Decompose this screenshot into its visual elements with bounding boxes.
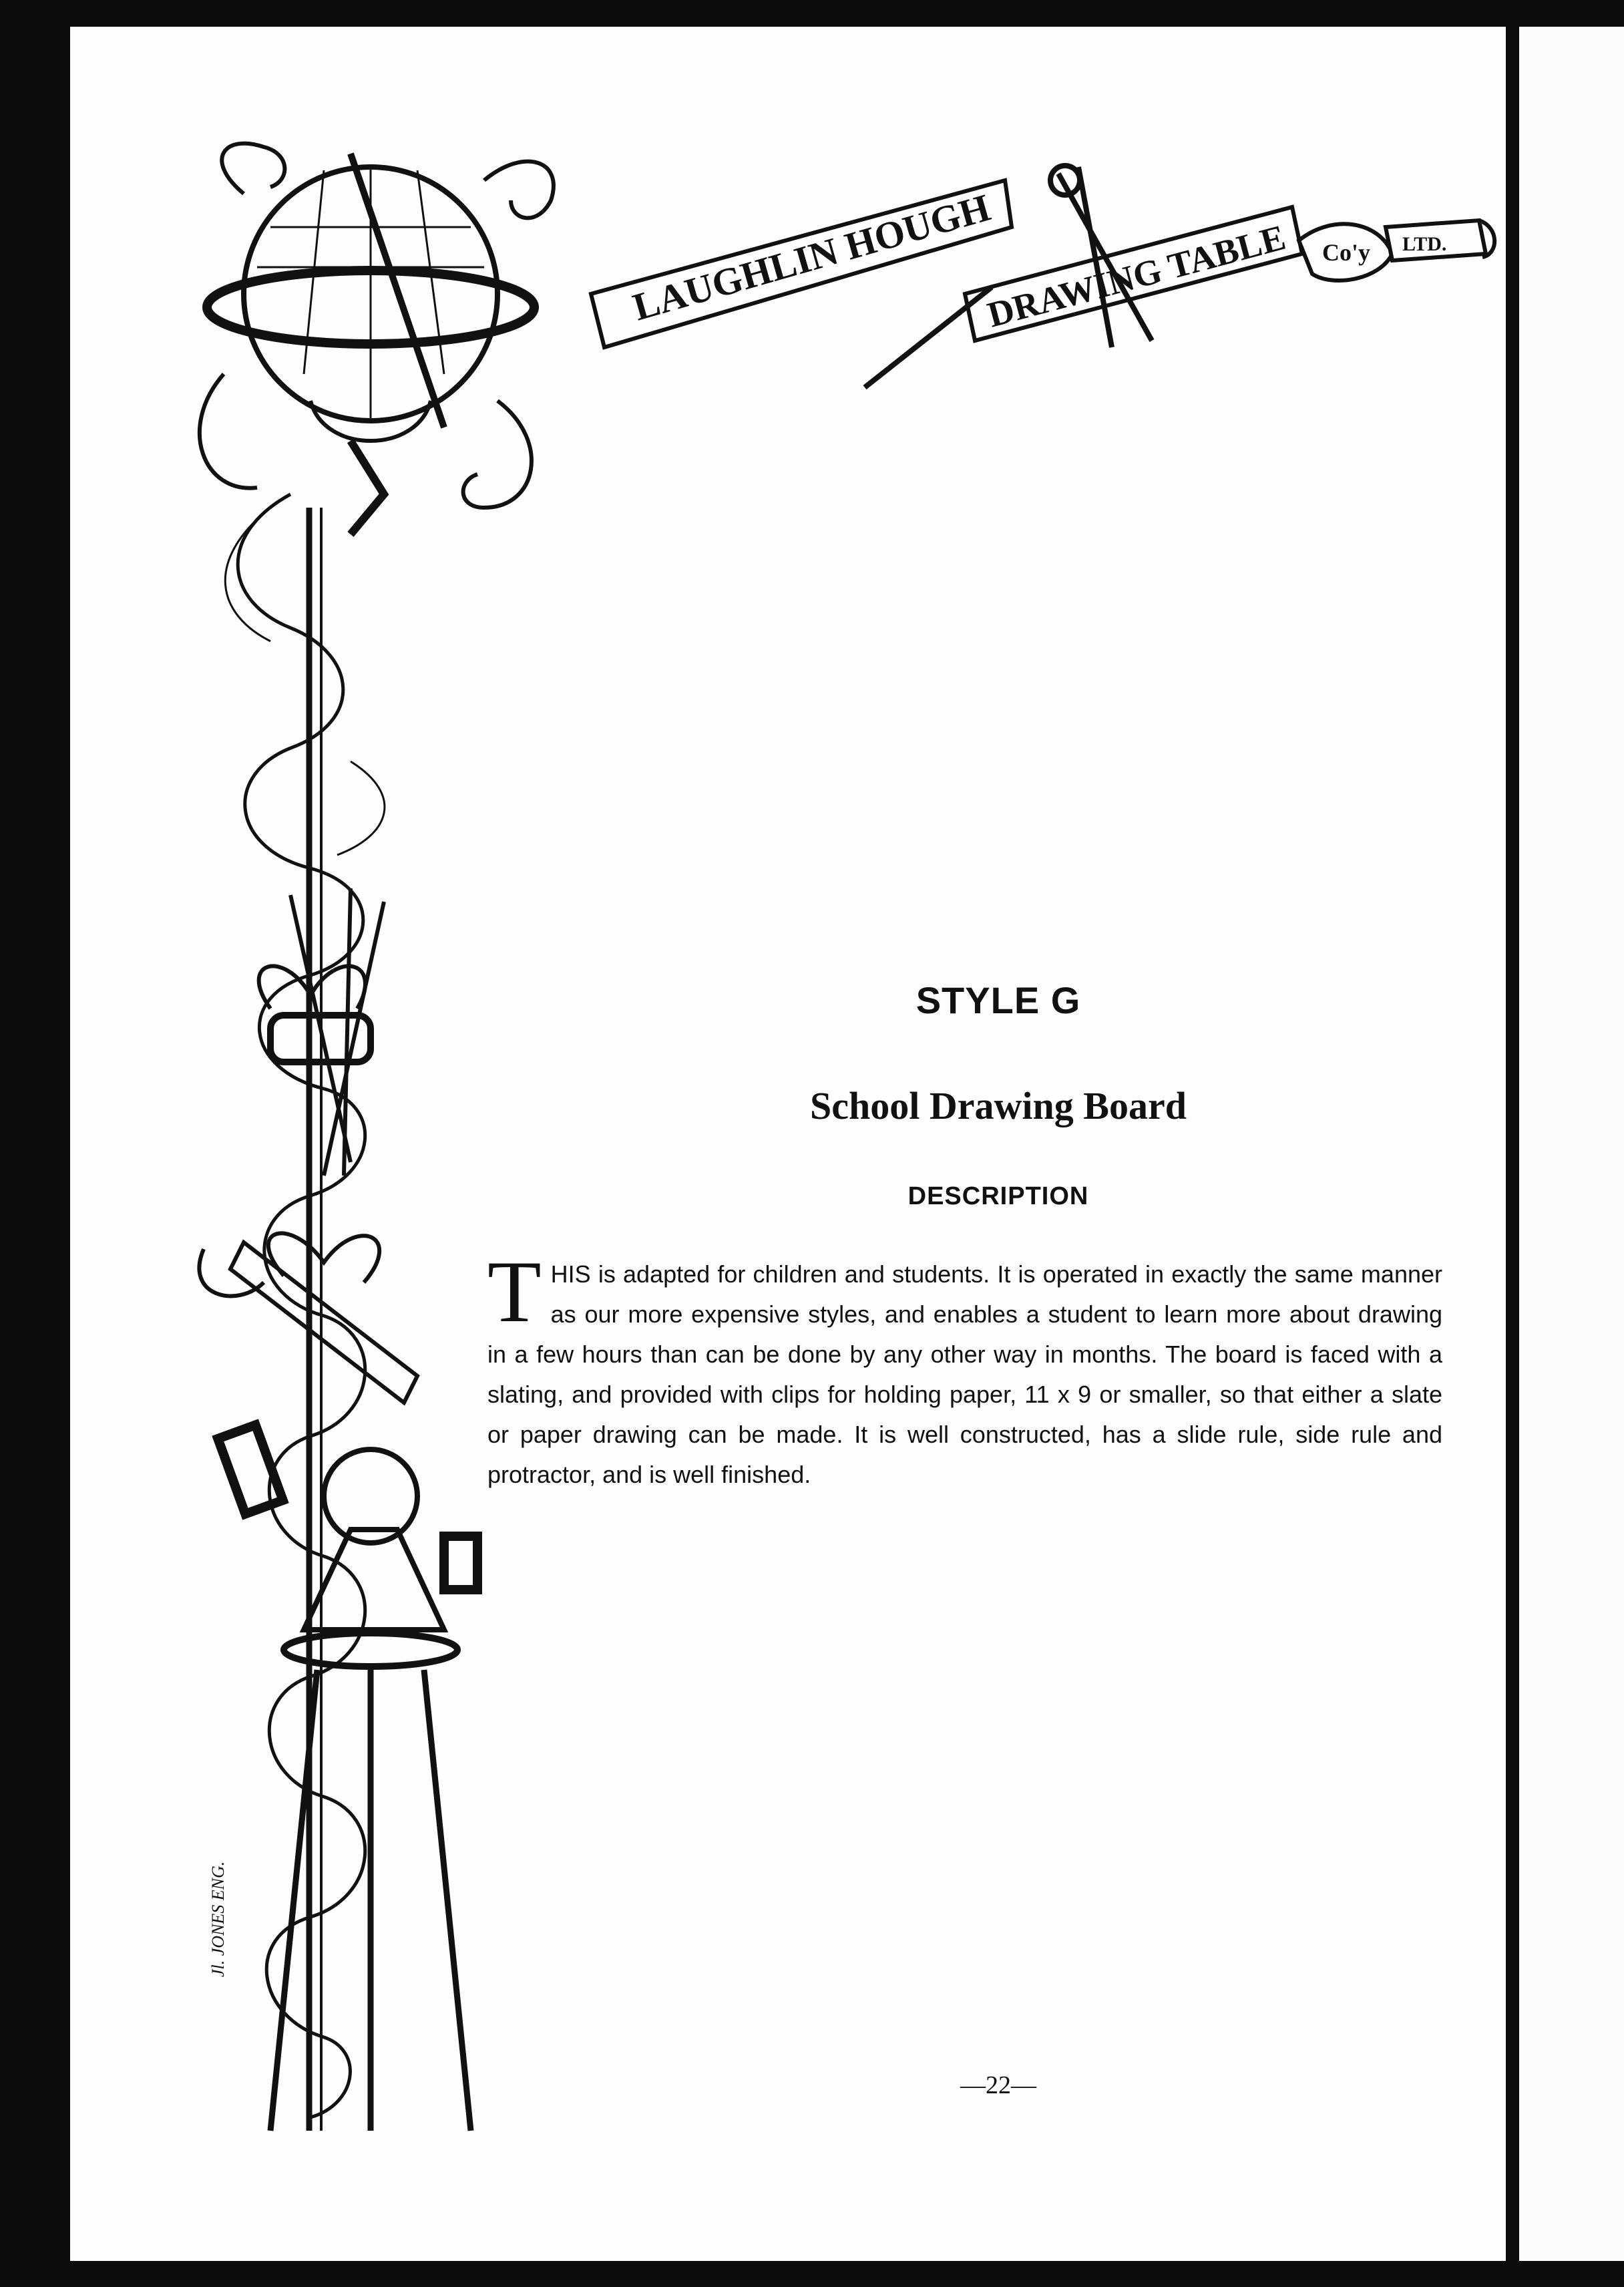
- drafting-staff: [309, 508, 321, 2131]
- banner-line1: LAUGHLIN HOUGH: [628, 185, 995, 329]
- page-number: —22—: [960, 2071, 1036, 2099]
- theodolite-icon: [218, 1425, 477, 2131]
- description-paragraph: [487, 1242, 1442, 1495]
- ornamental-border-illustration: [70, 27, 1506, 2261]
- engraver-signature: Jl. JONES ENG.: [208, 1861, 228, 1977]
- banner-ltd: LTD.: [1402, 233, 1447, 255]
- globe-icon: [207, 154, 534, 534]
- catalog-page: [70, 27, 1506, 2261]
- adjacent-page-edge: [1519, 27, 1624, 2261]
- product-subtitle: School Drawing Board: [810, 1084, 1187, 1127]
- banner-line2: DRAWING TABLE: [983, 216, 1290, 335]
- style-title: STYLE G: [916, 979, 1081, 1021]
- drop-cap: T: [487, 1242, 542, 1341]
- ribbon-swirl: [238, 494, 365, 2117]
- description-text: HIS is adapted for children and students. It is operated in exactly the same manner as our more expensive styles, and enables a student to learn more about drawing in a few hours than can be done by any other way in months. The board is faced with a slating, and provided with clips for holding paper, 11 x 9 or smaller, so that either a slate or paper drawing can be made. It is well constructed, has a slide rule, side rule and protractor, and is well finished.: [487, 1260, 1442, 1488]
- description-heading: DESCRIPTION: [907, 1182, 1089, 1210]
- banner-company: Co'y: [1322, 239, 1370, 266]
